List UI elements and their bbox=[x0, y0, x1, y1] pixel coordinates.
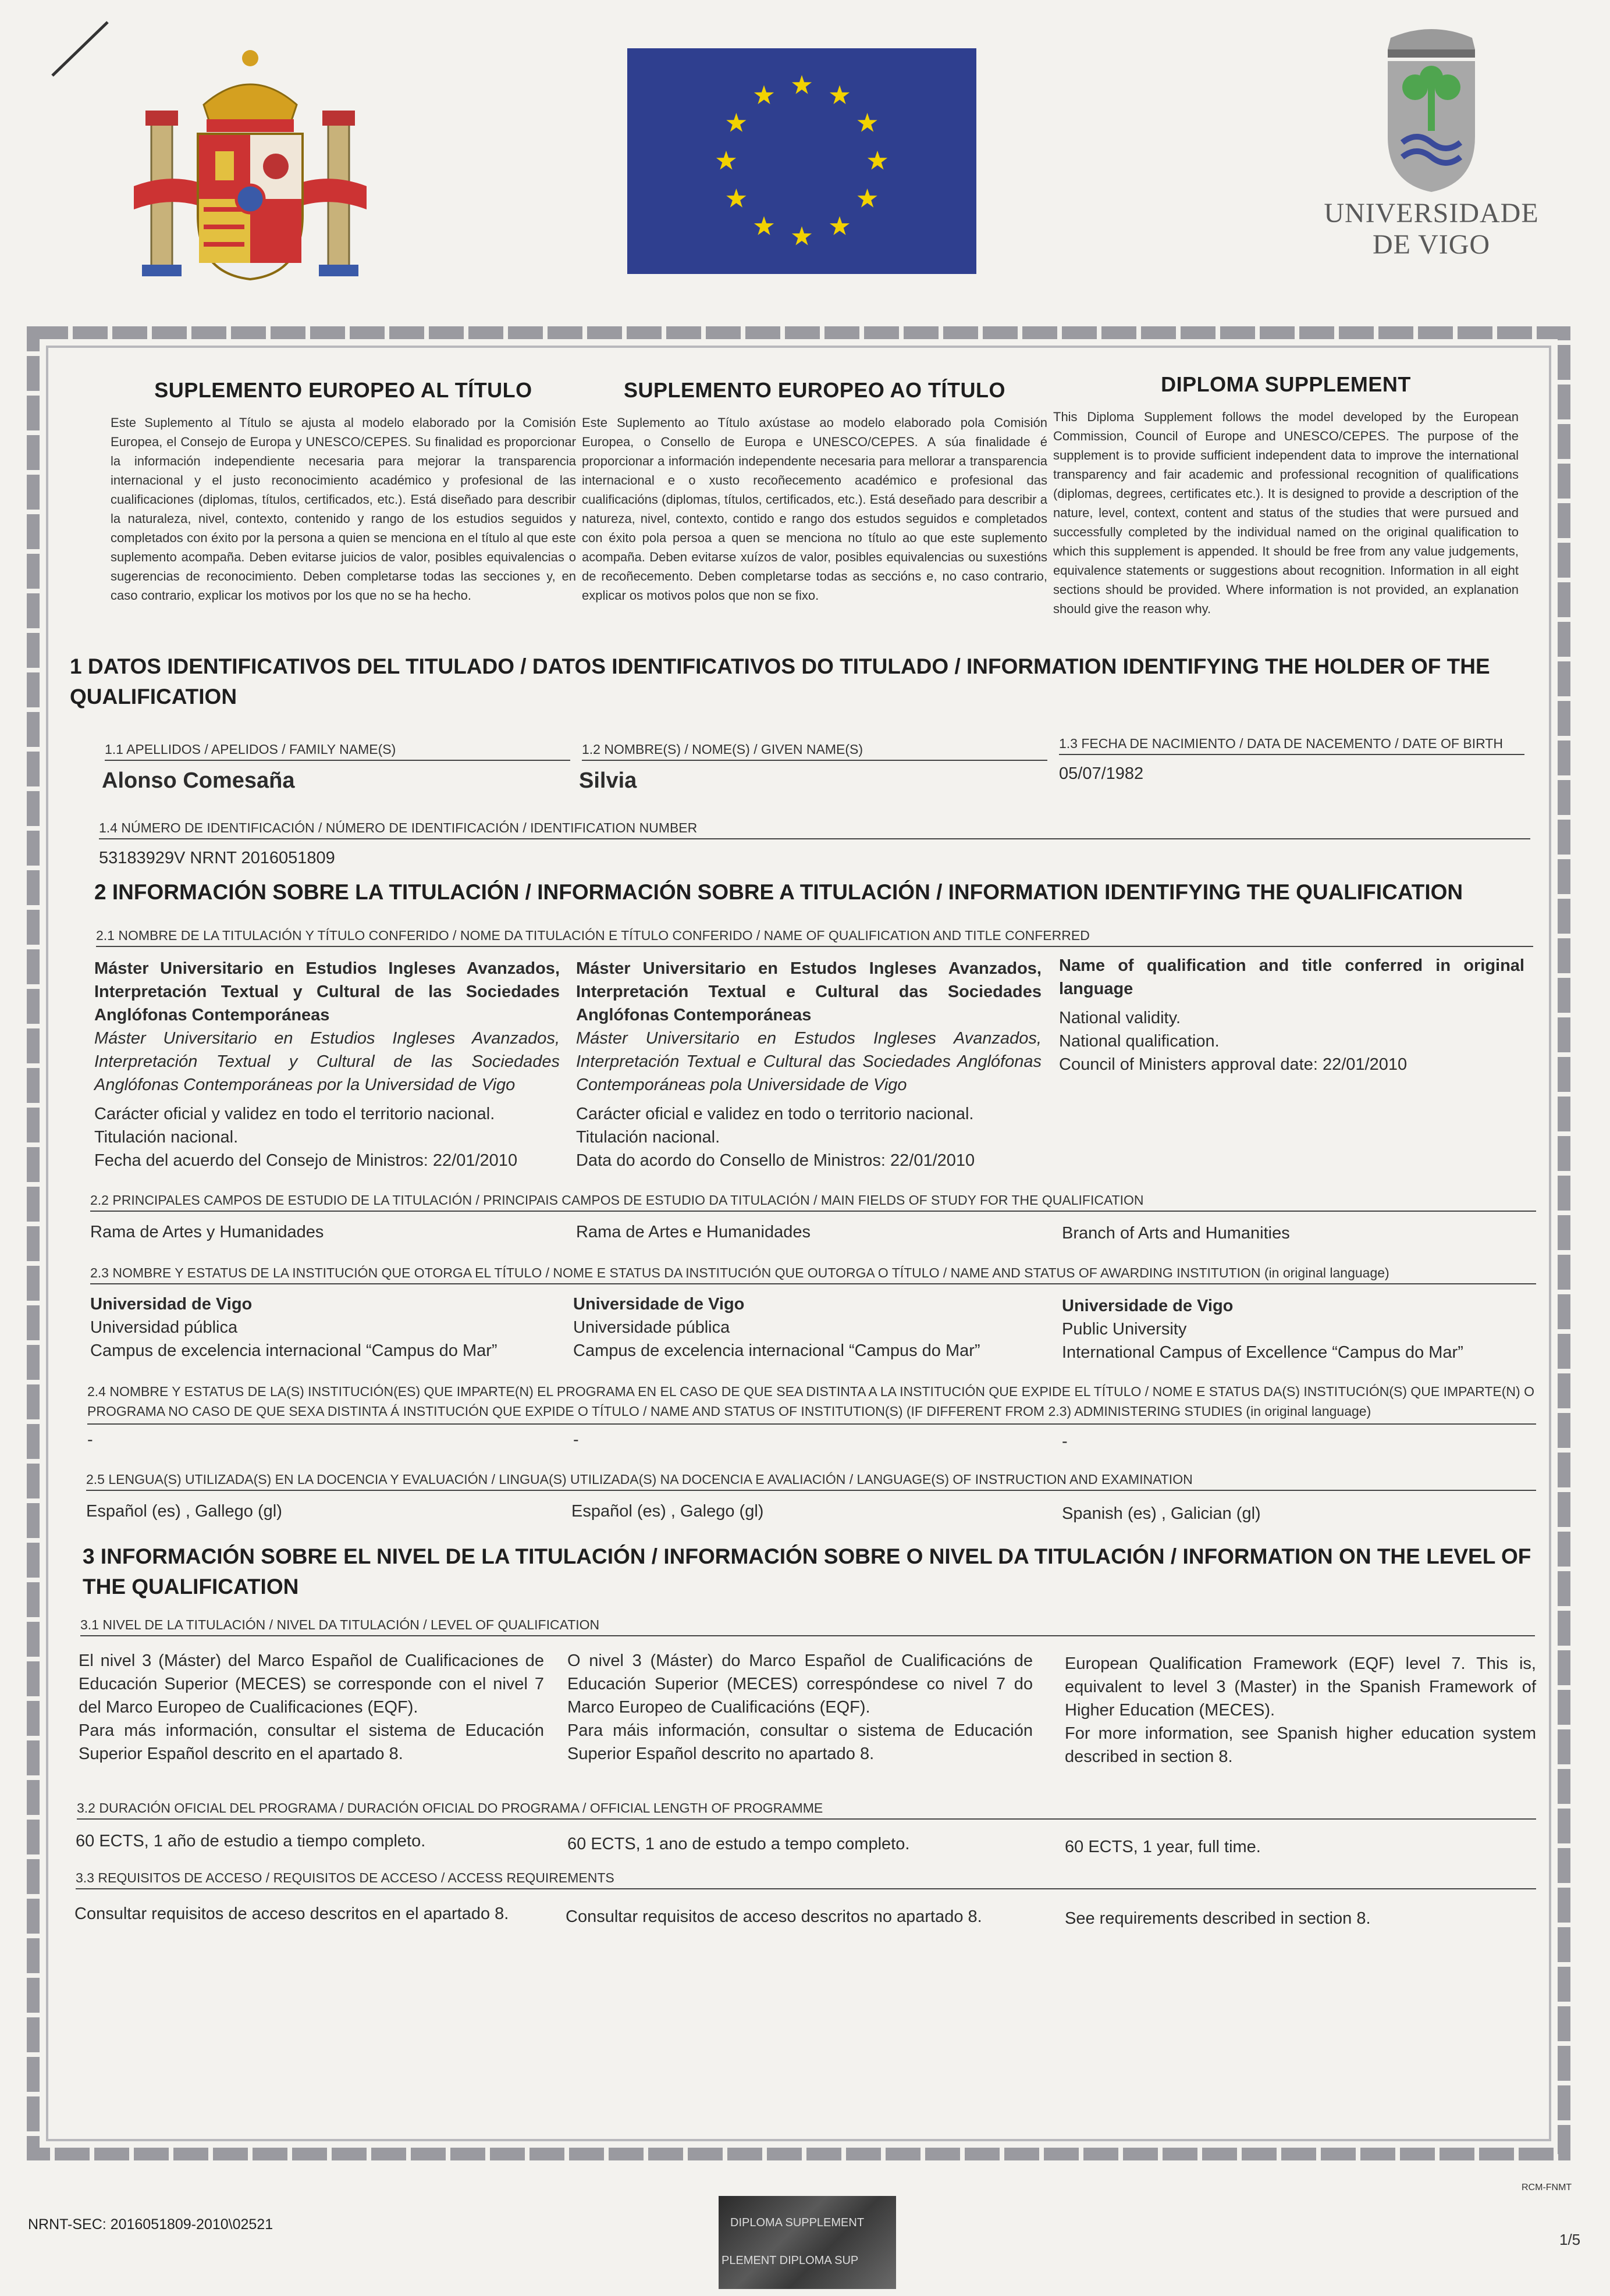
s24-es: - bbox=[87, 1430, 93, 1449]
s21-en-title: Name of qualification and title conferred in original language bbox=[1059, 956, 1524, 998]
given-name-value: Silvia bbox=[579, 768, 637, 793]
s23-en-line3: International Campus of Excellence “Campus do Mar” bbox=[1062, 1343, 1463, 1362]
document-content bbox=[70, 355, 1536, 2112]
s32-label: 3.2 DURACIÓN OFICIAL DEL PROGRAMA / DURACIÓN OFICIAL DO PROGRAMA / OFFICIAL LENGTH OF PROGRAMME bbox=[77, 1800, 1536, 1820]
s21-es bbox=[94, 957, 560, 1172]
s21-en-line3: Council of Ministers approval date: 22/01/2010 bbox=[1059, 1055, 1408, 1074]
s21-es-title: Máster Universitario en Estudios Ingleses Avanzados, Interpretación Textual y Cultural de las Sociedades Anglófonas Contemporáneas bbox=[94, 959, 560, 1024]
s21-gl-title: Máster Universitario en Estudos Ingleses Avanzados, Interpretación Textual e Cultural das Sociedades Anglófonas Contemporáneas bbox=[576, 959, 1042, 1024]
s25-en: Spanish (es) , Galician (gl) bbox=[1062, 1504, 1261, 1523]
s31-es-p2: Para más información, consultar el sistema de Educación Superior Español descrito en el apartado 8. bbox=[79, 1721, 544, 1763]
s31-gl-p2: Para máis información, consultar o sistema de Educación Superior Español descrito no apartado 8. bbox=[567, 1721, 1033, 1763]
s31-en-p2: For more information, see Spanish higher education system described in section 8. bbox=[1065, 1724, 1536, 1766]
s31-en-p1: European Qualification Framework (EQF) level 7. This is, equivalent to level 3 (Master) in the Spanish Framework of Higher Education (MECES). bbox=[1065, 1654, 1536, 1720]
s22-es: Rama de Artes y Humanidades bbox=[90, 1223, 324, 1241]
s22-label: 2.2 PRINCIPALES CAMPOS DE ESTUDIO DE LA TITULACIÓN / PRINCIPAIS CAMPOS DE ESTUDIO DA TITULACIÓN / MAIN FIELDS OF STUDY FOR THE QUALIFICATION bbox=[90, 1193, 1536, 1212]
section2-title: 2 INFORMACIÓN SOBRE LA TITULACIÓN / INFORMACIÓN SOBRE A TITULACIÓN / INFORMATION IDENTIFYING THE QUALIFICATION bbox=[94, 880, 1463, 904]
s31-gl-p1: O nivel 3 (Máster) do Marco Español de Cualificacións de Educación Superior (MECES) correspóndese co nivel 7 do Marco Europeo de Cualificacións (EQF). bbox=[567, 1651, 1033, 1717]
s21-gl-line3: Data do acordo do Consello de Ministros: 22/01/2010 bbox=[576, 1151, 975, 1170]
given-name-label: 1.2 NOMBRE(S) / NOME(S) / GIVEN NAME(S) bbox=[582, 742, 1047, 761]
section3-title: 3 INFORMACIÓN SOBRE EL NIVEL DE LA TITULACIÓN / INFORMACIÓN SOBRE O NIVEL DA TITULACIÓN / INFORMATION ON THE LEVEL OF THE QUALIFICATION bbox=[83, 1544, 1531, 1599]
s23-gl-line2: Universidade pública bbox=[573, 1318, 730, 1337]
s23-en bbox=[1062, 1294, 1527, 1364]
s22-en: Branch of Arts and Humanities bbox=[1062, 1224, 1290, 1243]
family-name-label: 1.1 APELLIDOS / APELIDOS / FAMILY NAME(S) bbox=[105, 742, 570, 761]
s21-en-line2: National qualification. bbox=[1059, 1032, 1220, 1051]
university-logo bbox=[1321, 26, 1542, 270]
page-number: 1/5 bbox=[1559, 2231, 1581, 2248]
s31-es-p1: El nivel 3 (Máster) del Marco Español de Cualificaciones de Educación Superior (MECES) se corresponde con el nivel 7 del Marco Europeo de Cualificaciones (EQF). bbox=[79, 1651, 544, 1717]
s25-label: 2.5 LENGUA(S) UTILIZADA(S) EN LA DOCENCIA Y EVALUACIÓN / LINGUA(S) UTILIZADA(S) NA DOCENCIA E AVALIACIÓN / LANGUAGE(S) OF INSTRUCTION AND EXAMINATION bbox=[86, 1472, 1536, 1491]
s24-label: 2.4 NOMBRE Y ESTATUS DE LA(S) INSTITUCIÓN(ES) QUE IMPARTE(N) EL PROGRAMA EN EL CASO DE QUE SEA DISTINTA A LA INSTITUCIÓN QUE EXPIDE EL TÍTULO / NOME E STATUS DA(S) INSTITUCIÓN(S) QUE IMPARTE(N) O PROGRAMA NO CASO DE QUE SEXA DISTINTA Á INSTITUCIÓN QUE EXPIDE O TÍTULO / NAME AND STATUS OF INSTITUTION(S) (IF DIFFERENT FROM 2.3) ADMINISTERING STUDIES (in original language) bbox=[87, 1382, 1536, 1425]
s23-es bbox=[90, 1293, 556, 1362]
s31-es bbox=[79, 1649, 544, 1765]
intro-en-text: This Diploma Supplement follows the model developed by the European Commission, Council of Europe and UNESCO/CEPES. The purpose of the supplement is to provide sufficient independent data to improve the international transparency and fair academic and professional recognition of qualifications (diplomas, degrees, certificates etc.). It is designed to provide a description of the nature, level, context, content and status of the studies that were pursued and successfully completed by the individual named on the original qualification to which this supplement is appended. It should be free from any value judgements, equivalence statements or suggestions about recognition. Information in all eight sections should be provided. Where information is not provided, an explanation should give the reason why. bbox=[1053, 410, 1519, 616]
s21-en bbox=[1059, 954, 1524, 1076]
s23-es-line3: Campus de excelencia internacional “Campus do Mar” bbox=[90, 1341, 497, 1360]
intro-es-text: Este Suplemento al Título se ajusta al modelo elaborado por la Comisión Europea, el Consejo de Europa y UNESCO/CEPES. Su finalidad es proporcionar la información independiente necesaria para mejorar la transparencia internacional y el justo reconocimiento académico y profesional de las cualificaciones (diplomas, títulos, certificados, etc.). Está diseñado para describir la naturaleza, nivel, contexto, contenido y rango de los estudios seguidos y completados con éxito por la persona a quien se menciona en el título al que este suplemento acompaña. Deben evitarse juicios de valor, posibles equivalencias o sugerencias de reconocimiento. Deben completarse todas las secciones y, en caso contrario, explicar los motivos por los que no se ha hecho. bbox=[111, 415, 576, 603]
s23-es-line2: Universidad pública bbox=[90, 1318, 238, 1337]
s31-en bbox=[1065, 1652, 1536, 1768]
s25-es: Español (es) , Gallego (gl) bbox=[86, 1502, 282, 1521]
id-number-label: 1.4 NÚMERO DE IDENTIFICACIÓN / NÚMERO DE IDENTIFICACIÓN / IDENTIFICATION NUMBER bbox=[99, 820, 1530, 839]
family-name-value: Alonso Comesaña bbox=[102, 768, 295, 793]
s23-gl-line1: Universidade de Vigo bbox=[573, 1295, 745, 1313]
s23-gl bbox=[573, 1293, 1039, 1362]
s23-gl-line3: Campus de excelencia internacional “Campus do Mar” bbox=[573, 1341, 980, 1360]
s31-label: 3.1 NIVEL DE LA TITULACIÓN / NIVEL DA TITULACIÓN / LEVEL OF QUALIFICATION bbox=[80, 1617, 1535, 1636]
intro-es-title: SUPLEMENTO EUROPEO AL TÍTULO bbox=[154, 378, 532, 402]
s33-es: Consultar requisitos de acceso descritos en el apartado 8. bbox=[74, 1905, 509, 1923]
birth-date-label: 1.3 FECHA DE NACIMIENTO / DATA DE NACEMENTO / DATE OF BIRTH bbox=[1059, 736, 1524, 755]
eu-flag-icon bbox=[627, 48, 976, 274]
s23-label: 2.3 NOMBRE Y ESTATUS DE LA INSTITUCIÓN QUE OTORGA EL TÍTULO / NOME E STATUS DA INSTITUCIÓN QUE OUTORGA O TÍTULO / NAME AND STATUS OF AWARDING INSTITUTION (in original language) bbox=[90, 1265, 1536, 1284]
rcm-mark: RCM-FNMT bbox=[1522, 2183, 1572, 2192]
s22-gl: Rama de Artes e Humanidades bbox=[576, 1223, 811, 1241]
s21-es-title-full: Máster Universitario en Estudios Ingleses Avanzados, Interpretación Textual y Cultural de las Sociedades Anglófonas Contemporáneas por la Universidad de Vigo bbox=[94, 1029, 560, 1094]
s31-gl bbox=[567, 1649, 1033, 1765]
spain-coat-of-arms-icon bbox=[134, 41, 367, 285]
hologram-text-1: DIPLOMA SUPPLEMENT bbox=[730, 2216, 865, 2229]
s33-en: See requirements described in section 8. bbox=[1065, 1909, 1371, 1928]
s21-label: 2.1 NOMBRE DE LA TITULACIÓN Y TÍTULO CONFERIDO / NOME DA TITULACIÓN E TÍTULO CONFERIDO / NAME OF QUALIFICATION AND TITLE CONFERRED bbox=[96, 928, 1533, 947]
intro-en bbox=[1053, 372, 1519, 618]
hologram-text-2: PLEMENT DIPLOMA SUP bbox=[722, 2254, 859, 2267]
s21-en-line1: National validity. bbox=[1059, 1009, 1181, 1027]
university-name-line1: UNIVERSIDADE bbox=[1324, 198, 1539, 229]
s23-en-line2: Public University bbox=[1062, 1320, 1187, 1339]
intro-gl-title: SUPLEMENTO EUROPEO AO TÍTULO bbox=[623, 378, 1006, 402]
s32-es: 60 ECTS, 1 año de estudio a tiempo completo. bbox=[76, 1832, 426, 1850]
intro-gl-text: Este Suplemento ao Título axústase ao modelo elaborado pola Comisión Europea, o Consello de Europa e UNESCO/CEPES. A súa finalidade é proporcionar a información independente necesaria para mellorar a transparencia internacional e o xusto recoñecemento académico e profesional das cualificacións (diplomas, títulos, certificados, etc.). Está deseñado para describir a natureza, nivel, contexto, contido e rango dos estudos seguidos e completados con éxito pola persoa a quen se menciona no título ao que este suplemento acompaña. Deben evitarse xuízos de valor, posibles equivalencias ou suxestións de recoñecemento. Deben completarse todas as seccións e, no caso contrario, explicar os motivos polos que non se fixo. bbox=[582, 415, 1047, 603]
s23-en-line1: Universidade de Vigo bbox=[1062, 1297, 1234, 1315]
pen-mark bbox=[47, 17, 116, 81]
s23-es-line1: Universidad de Vigo bbox=[90, 1295, 253, 1313]
s21-es-line2: Titulación nacional. bbox=[94, 1128, 239, 1147]
s25-gl: Español (es) , Galego (gl) bbox=[571, 1502, 764, 1521]
s32-gl: 60 ECTS, 1 ano de estudo a tempo completo. bbox=[567, 1835, 910, 1853]
s24-gl: - bbox=[573, 1430, 579, 1449]
university-name-line2: DE VIGO bbox=[1372, 229, 1491, 260]
id-number-value: 53183929V NRNT 2016051809 bbox=[99, 849, 335, 867]
intro-es bbox=[111, 378, 576, 605]
s21-gl-line2: Titulación nacional. bbox=[576, 1128, 720, 1147]
intro-gl bbox=[582, 378, 1047, 605]
s24-en: - bbox=[1062, 1432, 1068, 1451]
hologram-seal bbox=[719, 2196, 896, 2289]
s33-gl: Consultar requisitos de acceso descritos no apartado 8. bbox=[566, 1907, 982, 1926]
intro-en-title: DIPLOMA SUPPLEMENT bbox=[1161, 372, 1411, 396]
section1-title: 1 DATOS IDENTIFICATIVOS DEL TITULADO / DATOS IDENTIFICATIVOS DO TITULADO / INFORMATION IDENTIFYING THE HOLDER OF THE QUALIFICATION bbox=[70, 654, 1490, 709]
s21-gl-title-full: Máster Universitario en Estudos Ingleses Avanzados, Interpretación Textual e Cultural das Sociedades Anglófonas Contemporáneas pola Universidade de Vigo bbox=[576, 1029, 1042, 1094]
s21-es-line1: Carácter oficial y validez en todo el territorio nacional. bbox=[94, 1105, 495, 1123]
s33-label: 3.3 REQUISITOS DE ACCESO / REQUISITOS DE ACCESO / ACCESS REQUIREMENTS bbox=[76, 1870, 1536, 1889]
university-emblem-icon bbox=[1379, 26, 1484, 195]
birth-date-value: 05/07/1982 bbox=[1059, 764, 1144, 783]
s21-es-line3: Fecha del acuerdo del Consejo de Ministros: 22/01/2010 bbox=[94, 1151, 518, 1170]
s21-gl bbox=[576, 957, 1042, 1172]
s32-en: 60 ECTS, 1 year, full time. bbox=[1065, 1838, 1261, 1856]
nrnt-sec-number: NRNT-SEC: 2016051809-2010\02521 bbox=[28, 2216, 273, 2233]
s21-gl-line1: Carácter oficial e validez en todo o territorio nacional. bbox=[576, 1105, 974, 1123]
